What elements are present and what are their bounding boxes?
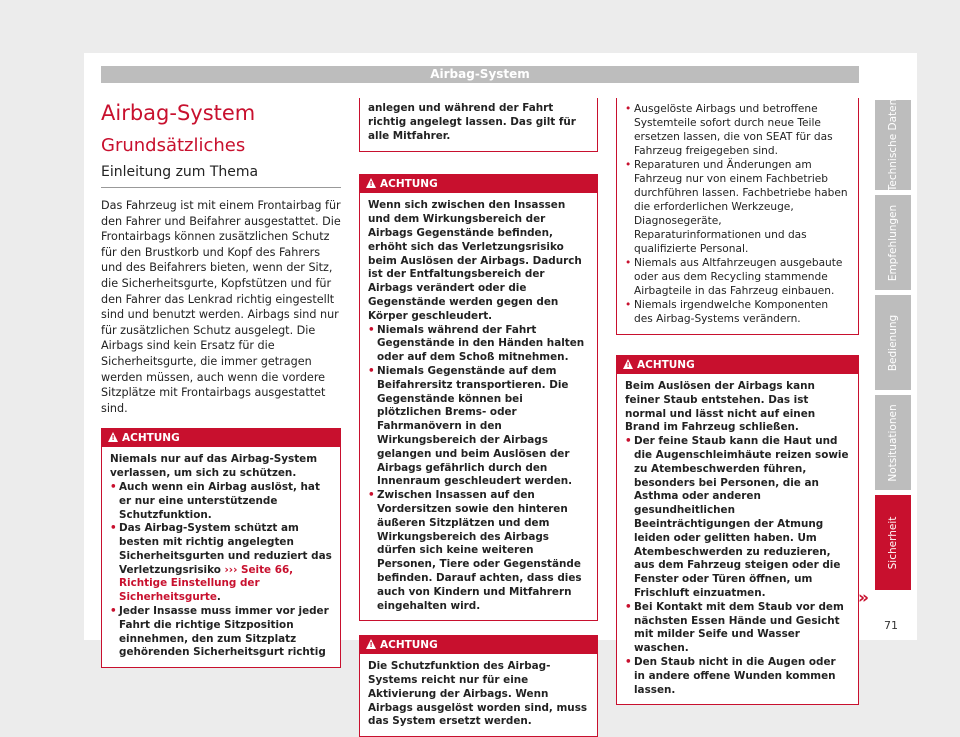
running-header: Airbag-System	[101, 66, 859, 83]
warning-intro: Beim Auslösen der Airbags kann feiner Staub entstehen. Das ist normal und lässt nicht auf einen Brand im Fahrzeug schließen.	[625, 380, 816, 434]
warning-bullet: • Zwischen Insassen auf den Vordersitzen sowie den hinteren äußeren Sitzplätzen und dem Wirkungsbereich des Airbags dürfen sich keine weiteren Personen, Tiere oder Gegenstände befinden. Darauf achten, dass dies auch von Kindern und Mitfahrern eingehalten wird.	[368, 489, 582, 612]
warning-bullet: • Niemals irgendwelche Komponenten des Airbag-Systems verändern.	[625, 299, 829, 325]
side-tab-empfehlungen[interactable]: Empfehlungen	[875, 195, 911, 290]
warning-bullet: • Auch wenn ein Airbag auslöst, hat er nur eine unterstützende Schutzfunktion.	[110, 480, 320, 521]
warning-intro: Niemals nur auf das Airbag-System verlassen, um sich zu schützen.	[110, 453, 318, 480]
warning-body	[617, 374, 858, 704]
chapter-title: Airbag-System	[101, 101, 256, 125]
warning-icon	[623, 359, 633, 369]
warning-box-3	[359, 635, 598, 737]
warning-icon	[108, 432, 118, 442]
warning-header	[617, 356, 858, 374]
intro-paragraph: Das Fahrzeug ist mit einem Frontairbag für den Fahrer und Beifahrer ausgestattet. Die Frontairbags können zusätzlichen Schutz für den Brustkorb und Kopf des Fahrers und des Beifahrers bieten, wenn der Sitz, die Sicherheitsgurte, Kopfstützen und für den Fahrer das Lenkrad richtig eingestellt sind und benutzt werden. Airbags sind nur für zusätzlichen Schutz ausgelegt. Die Airbags sind kein Ersatz für die Sicherheitsgurte, die immer getragen werden müssen, auch wenn die vordere Sitzplätze mit Frontairbags ausgestattet sind.	[101, 199, 341, 415]
warning-header	[360, 175, 597, 193]
continue-arrow-icon: »	[858, 588, 869, 608]
warning-box-1-continued	[359, 98, 598, 152]
column-3	[616, 98, 859, 705]
warning-bullet: • Jeder Insasse muss immer vor jeder Fahrt die richtige Sitzposition einnehmen, den zum Sitzplatz gehörenden Sicherheitsgurt richtig	[110, 605, 329, 659]
warning-box-2	[359, 174, 598, 621]
warning-bullet: • Niemals aus Altfahrzeugen ausgebaute oder aus dem Recycling stammende Airbagteile in das Fahrzeug einbauen.	[625, 257, 843, 297]
warning-bullet: • Bei Kontakt mit dem Staub vor dem nächsten Essen Hände und Gesicht mit milder Seife und Wasser waschen.	[625, 600, 844, 655]
side-tab-sicherheit[interactable]: Sicherheit	[875, 495, 911, 590]
warning-bullet: • Der feine Staub kann die Haut und die Augenschleimhäute reizen sowie zu Atembeschwerden führen, besonders bei Personen, die an Asthma oder anderen gesundheitlichen Beeinträchtigungen der Atmung leiden oder gelitten haben. Um Atembeschwerden zu reduzieren, aus dem Fahrzeug steigen oder die Fenster oder Türen öffnen, um Frischluft einzuatmen.	[625, 435, 849, 599]
warning-box-continued	[616, 98, 859, 335]
warning-bullet: • Den Staub nicht in die Augen oder in andere offene Wunden kommen lassen.	[625, 655, 836, 696]
side-tab-bedienung[interactable]: Bedienung	[875, 295, 911, 390]
warning-bullet: • Niemals während der Fahrt Gegenstände in den Händen halten oder auf dem Schoß mitnehmen.	[368, 323, 585, 364]
side-tab-technische-daten[interactable]: Technische Daten	[875, 100, 911, 190]
page-reference-link[interactable]: Seite 66, Richtige Einstellung der Sicherheitsgurte	[119, 563, 294, 604]
warning-bullet: • Reparaturen und Änderungen am Fahrzeug nur von einem Fachbetrieb durchführen lassen. Fachbetriebe haben die erforderlichen Werkzeuge, Diagnosegeräte, Reparaturinformationen und das qualifizierte Personal.	[625, 159, 848, 255]
warning-intro: Die Schutzfunktion des Airbag-Systems reicht nur für eine Aktivierung der Airbags. Wenn Airbags ausgelöst worden sind, muss das System ersetzt werden.	[368, 660, 588, 728]
warning-header	[360, 636, 597, 654]
warning-intro: Wenn sich zwischen den Insassen und dem Wirkungsbereich der Airbags Gegenstände befinden, erhöht sich das Verletzungsrisiko beim Auslösen der Airbags. Dadurch ist der Entfaltungsbereich der Airbags verändert oder die Gegenstände werden gegen den Körper geschleudert.	[368, 199, 582, 322]
warning-body	[360, 654, 597, 736]
warning-body	[617, 98, 858, 334]
side-tab-notsituationen[interactable]: Notsituationen	[875, 395, 911, 490]
page-number: 71	[884, 619, 898, 632]
warning-header	[102, 429, 340, 447]
warning-icon	[366, 639, 376, 649]
warning-label: ACHTUNG	[380, 639, 438, 652]
warning-box-1	[101, 428, 341, 668]
warning-label: ACHTUNG	[380, 178, 438, 191]
subsection-title: Einleitung zum Thema	[101, 162, 341, 188]
warning-bullet: • Niemals Gegenstände auf dem Beifahrersitz transportieren. Die Gegenstände können bei plötzlichen Brems- oder Fahrmanövern in den Wirkungsbereich der Airbags gelangen und beim Auslösen der Airbags gefährlich durch den Innenraum geschleudert werden.	[368, 364, 573, 488]
warning-bullet: • Das Airbag-System schützt am besten mit richtig angelegten Sicherheitsgurten und reduziert das Verletzungsrisiko ››› Seite 66, Richtige Einstellung der Sicherheitsgurte.	[110, 522, 332, 604]
warning-body	[360, 193, 597, 620]
page-reference-arrow: ›››	[224, 563, 238, 576]
warning-bullet: • Ausgelöste Airbags und betroffene Systemteile sofort durch neue Teile ersetzen lassen, die von SEAT für das Fahrzeug freigegeben sind.	[625, 103, 833, 157]
warning-label: ACHTUNG	[637, 359, 695, 371]
column-1	[101, 90, 341, 668]
warning-body	[102, 447, 340, 667]
warning-box-4	[616, 355, 859, 705]
warning-icon	[366, 178, 376, 188]
column-2	[359, 98, 598, 737]
warning-continued-text: anlegen und während der Fahrt richtig angelegt lassen. Das gilt für alle Mitfahrer.	[368, 102, 576, 142]
section-title: Grundsätzliches	[101, 135, 246, 156]
warning-label: ACHTUNG	[122, 432, 180, 445]
